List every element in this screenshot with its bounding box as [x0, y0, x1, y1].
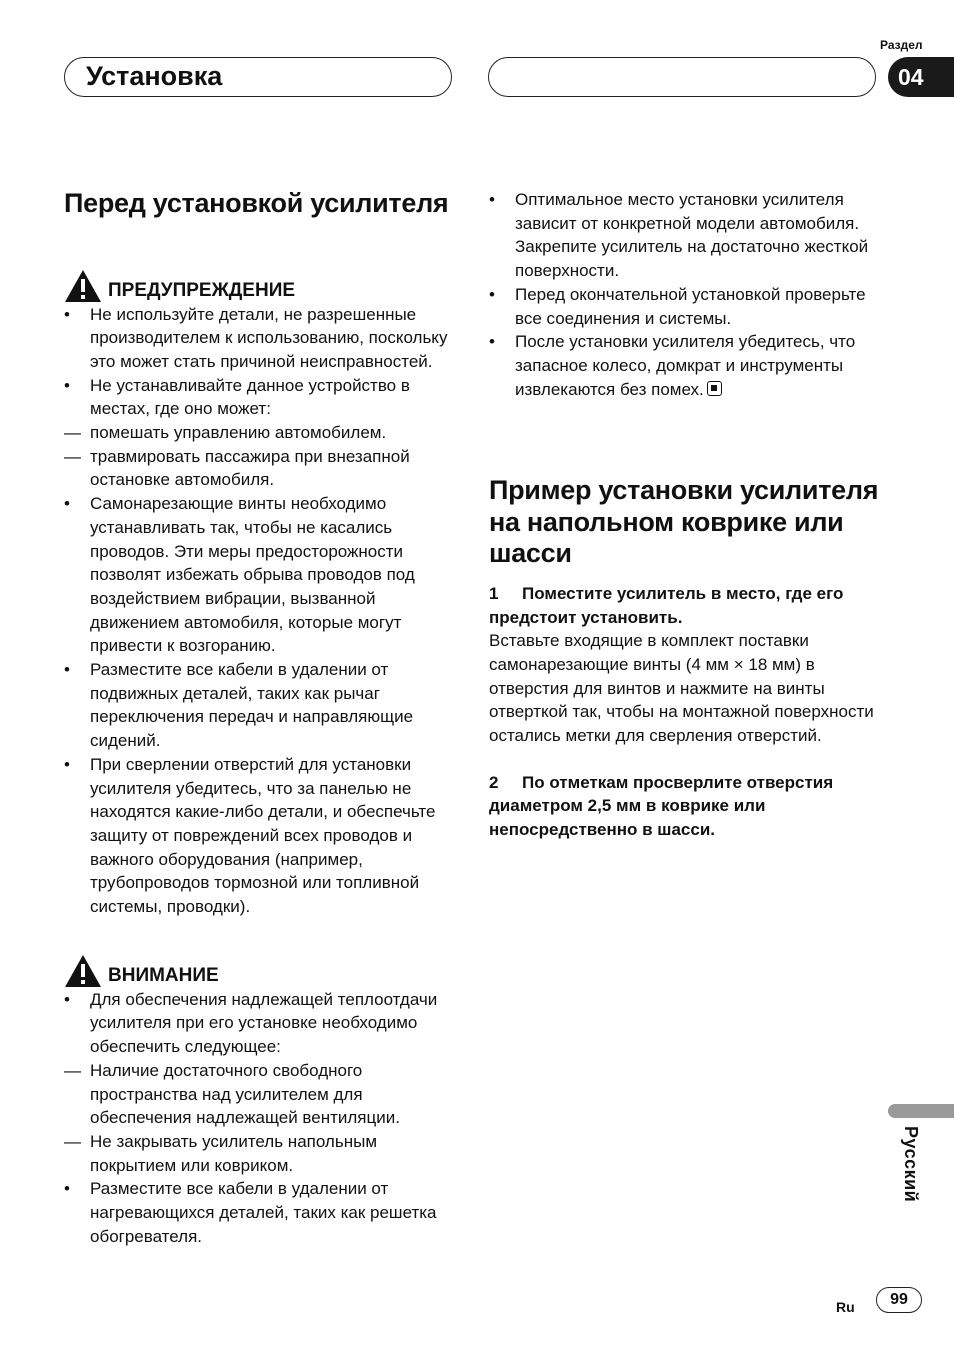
list-item — [64, 658, 454, 753]
list-item — [64, 1177, 454, 1248]
step-heading — [489, 771, 879, 842]
list-item-text: При сверлении отверстий для установки усилителя убедитесь, что за панелью не находятся какие-либо детали, и обеспечьте защиту от повреждений всех проводов и важного оборудования (например, трубопроводов тормозной или топливной системы, проводки). — [90, 754, 436, 917]
list-item — [489, 330, 879, 401]
spacer — [489, 748, 879, 771]
step-heading — [489, 582, 879, 629]
caution-header — [64, 951, 454, 988]
sub-list-item: — помешать управлению автомобилем. — [64, 421, 454, 445]
list-item: • Перед окончательной установкой проверьте все соединения и системы. — [489, 283, 879, 330]
warning-header — [64, 266, 454, 303]
list-item-text: Не устанавливайте данное устройство в местах, где оно может: — [90, 375, 410, 419]
language-label: Русский — [901, 1126, 921, 1203]
page-number: 99 — [876, 1287, 922, 1313]
caution-list — [64, 988, 454, 1249]
section-heading: Пример установки усилителя на напольном коврике или шасси — [489, 475, 879, 569]
end-of-section-icon — [707, 381, 722, 396]
header-right-frame — [488, 57, 876, 97]
sub-list-item: — Не закрывать усилитель напольным покрытием или ковриком. — [64, 1130, 454, 1177]
step-title: Поместите усилитель в место, где его предстоит установить. — [489, 583, 844, 627]
step — [489, 582, 879, 748]
sub-list-item: — Наличие достаточного свободного пространства над усилителем для обеспечения надлежащей вентиляции. — [64, 1059, 454, 1130]
list-item — [64, 988, 454, 1178]
list-item-text: Не используйте детали, не разрешенные производителем к использованию, поскольку это может стать причиной неисправностей. — [90, 304, 448, 371]
warning-title: ПРЕДУПРЕЖДЕНИЕ — [108, 279, 296, 301]
list-item — [64, 753, 454, 919]
requirements-list — [489, 188, 879, 401]
step-body: Вставьте входящие в комплект поставки самонарезающие винты (4 мм × 18 мм) в отверстия для винтов и нажмите на винты отверткой так, чтобы на монтажной поверхности остались метки для сверления отверстий. — [489, 631, 874, 746]
right-column — [489, 188, 879, 842]
step-number: 1 — [489, 583, 499, 603]
list-item — [64, 492, 454, 658]
step — [489, 771, 879, 842]
list-item — [64, 303, 454, 374]
step-number: 2 — [489, 772, 499, 792]
spacer — [489, 401, 879, 475]
section-number-badge: 04 — [888, 57, 954, 97]
step-title: По отметкам просверлите отверстия диаметром 2,5 мм в коврике или непосредственно в шасси. — [489, 772, 834, 840]
sub-list — [64, 1059, 454, 1178]
spacer — [64, 220, 454, 258]
language-code: Ru — [836, 1299, 855, 1315]
spacer — [489, 570, 879, 582]
section-label: Раздел — [880, 38, 923, 52]
list-item-text: После установки усилителя убедитесь, что запасное колесо, домкрат и инструменты извлекаются без помех. — [515, 332, 856, 399]
list-item-text: Для обеспечения надлежащей теплоотдачи усилителя при его установке необходимо обеспечить следующее: — [90, 989, 438, 1057]
warning-icon — [64, 954, 102, 988]
left-column — [64, 188, 454, 1249]
list-item-text: Самонарезающие винты необходимо устанавливать так, чтобы не касались проводов. Эти меры предосторожности позволят избежать обрыва проводов под воздействием вибрации, вызванной движением автомобиля, которые могут привести к возгоранию. — [90, 494, 415, 656]
section-heading: Перед установкой усилителя — [64, 188, 449, 218]
sub-list-item: — травмировать пассажира при внезапной остановке автомобиля. — [64, 445, 454, 492]
warning-list — [64, 303, 454, 919]
sub-list — [64, 421, 454, 492]
warning-icon — [64, 269, 102, 303]
list-item-text: Разместите все кабели в удалении от подвижных деталей, таких как рычаг переключения передач и направляющие сидений. — [90, 660, 414, 751]
spacer — [64, 919, 454, 943]
list-item: • Оптимальное место установки усилителя зависит от конкретной модели автомобиля. Закрепите усилитель на достаточно жесткой поверхности. — [489, 188, 879, 283]
page-title: Установка — [86, 61, 223, 91]
caution-title: ВНИМАНИЕ — [108, 965, 219, 987]
list-item-text: Разместите все кабели в удалении от нагревающихся деталей, таких как решетка обогревателя. — [90, 1179, 437, 1246]
list-item — [64, 374, 454, 493]
language-tab — [888, 1104, 954, 1118]
